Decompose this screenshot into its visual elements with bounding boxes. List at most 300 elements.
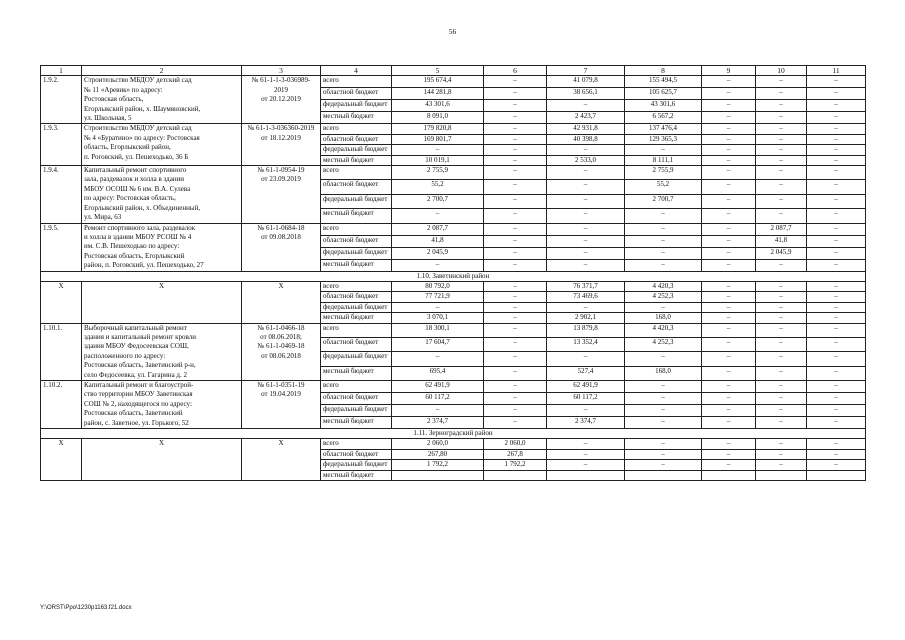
funding-source-label: областной бюджет [321,180,392,194]
amount-cell: – [702,323,756,337]
amount-cell: – [807,155,866,165]
amount-cell: – [625,352,702,366]
amount-cell: – [807,259,866,271]
amount-cell: – [702,124,756,134]
amount-cell: 41,8 [392,235,484,247]
amount-cell: – [392,302,484,312]
column-header: 10 [756,66,807,76]
entry-number: 1.10.1. [41,323,82,380]
amount-cell: 2 700,7 [625,194,702,208]
amount-cell: – [807,100,866,112]
amount-cell: – [702,259,756,271]
amount-cell: – [547,194,625,208]
amount-cell: 60 117,2 [392,393,484,405]
amount-cell: 4 420,3 [625,281,702,291]
object-name-line: ул. Мира, 63 [84,213,122,222]
amount-cell: 43 301,6 [392,100,484,112]
amount-cell: – [807,124,866,134]
amount-cell: – [807,449,866,459]
amount-cell: – [807,112,866,124]
object-name-line: расположенного по адресу: [84,351,166,360]
object-name [82,223,242,271]
amount-cell: – [547,352,625,366]
amount-cell: 2 423,7 [547,112,625,124]
column-header: 6 [484,66,547,76]
funding-source-label: областной бюджет [321,235,392,247]
funding-source-label: федеральный бюджет [321,194,392,208]
amount-cell: – [756,112,807,124]
amount-cell: 2 045,9 [756,247,807,259]
amount-cell: – [702,112,756,124]
amount-cell: – [702,405,756,417]
funding-source-label: федеральный бюджет [321,352,392,366]
amount-cell: – [756,281,807,291]
amount-cell: 8 111,1 [625,155,702,165]
amount-cell: 2 374,7 [547,417,625,429]
amount-cell: 168,0 [625,366,702,380]
section-title: 1.10. Заветинский район [41,271,866,281]
amount-cell: – [702,155,756,165]
column-header: 8 [625,66,702,76]
amount-cell: – [807,180,866,194]
object-name-line: Строительство МБДОУ детский сад [84,124,192,133]
object-name-line: СОШ № 2, находящегося по адресу: [84,399,192,408]
funding-source-label: местный бюджет [321,259,392,271]
amount-cell: – [756,134,807,144]
column-header: 2 [82,66,242,76]
amount-cell: 155 494,5 [625,76,702,88]
amount-cell: – [807,235,866,247]
object-name-line: зала, раздевалок и холла в здании [84,175,185,184]
amount-cell: – [756,292,807,302]
amount-cell: – [756,366,807,380]
expertise-document-line: от 08.06.2018 [261,351,301,360]
funding-source-label: областной бюджет [321,292,392,302]
object-name-line: X [158,281,165,290]
amount-cell: – [756,313,807,323]
funding-source-label: всего [321,124,392,134]
table-row [41,166,866,180]
page-number: 56 [448,27,457,36]
amount-cell [547,470,625,480]
amount-cell: 129 365,3 [625,134,702,144]
object-name-line: ство территории МБОУ Заветинская [84,390,193,399]
amount-cell: – [702,223,756,235]
amount-cell: – [484,381,547,393]
expertise-document-line: от 08.06.2018; [260,332,302,341]
amount-cell: – [625,460,702,470]
amount-cell [807,470,866,480]
expertise-document [242,323,321,380]
funding-source-label: местный бюджет [321,313,392,323]
amount-cell: – [807,88,866,100]
amount-cell: – [756,381,807,393]
amount-cell: – [625,247,702,259]
amount-cell: – [807,337,866,351]
amount-cell: – [484,259,547,271]
amount-cell: – [484,323,547,337]
amount-cell: – [484,100,547,112]
funding-source-label: федеральный бюджет [321,460,392,470]
amount-cell: – [807,247,866,259]
amount-cell: 8 091,0 [392,112,484,124]
amount-cell: – [807,302,866,312]
amount-cell: – [547,209,625,223]
amount-cell: 41,8 [756,235,807,247]
amount-cell: 73 469,6 [547,292,625,302]
amount-cell: – [756,337,807,351]
amount-cell: – [547,460,625,470]
object-name-line: район, с. Заветное, ул. Горького, 52 [84,418,189,427]
amount-cell: – [547,100,625,112]
expertise-document-line: от 09.08.2018 [261,232,301,241]
funding-source-label: федеральный бюджет [321,145,392,155]
amount-cell: 62 491,9 [547,381,625,393]
column-header: 5 [392,66,484,76]
expertise-document [242,281,321,323]
amount-cell: – [807,366,866,380]
amount-cell: 2 060,0 [392,439,484,449]
expertise-document [242,381,321,429]
expertise-document [242,124,321,166]
amount-cell: – [807,209,866,223]
expertise-document-line: X [278,439,284,448]
amount-cell: – [625,393,702,405]
amount-cell: – [807,134,866,144]
amount-cell: – [484,166,547,180]
amount-cell: – [625,209,702,223]
amount-cell [392,470,484,480]
column-header: 3 [242,66,321,76]
amount-cell: 80 792,0 [392,281,484,291]
expertise-document-line: от 18.12.2019 [261,133,301,142]
section-header-row [41,271,866,281]
object-name-line: Ростовская область, Заветинский [84,409,183,418]
amount-cell: – [484,405,547,417]
amount-cell: – [547,235,625,247]
amount-cell: – [484,302,547,312]
amount-cell: 144 281,8 [392,88,484,100]
amount-cell: – [807,292,866,302]
object-name [82,381,242,429]
object-name-line: МБОУ ОСОШ № 6 им. В.А. Сулева [84,184,191,193]
object-name [82,76,242,124]
expertise-document-line: от 20.12.2019 [261,95,301,104]
amount-cell: – [702,166,756,180]
amount-cell: – [484,134,547,144]
entry-number: X [41,281,82,323]
amount-cell: 62 491,9 [392,381,484,393]
table-row [41,76,866,88]
amount-cell: – [625,381,702,393]
amount-cell [625,470,702,480]
expertise-document-line: 2019 [274,85,288,94]
object-name [82,124,242,166]
amount-cell: – [484,124,547,134]
amount-cell: – [756,166,807,180]
amount-cell: – [756,449,807,459]
column-header: 7 [547,66,625,76]
amount-cell: – [484,417,547,429]
expertise-document-line: № 61-1-0351-19 [257,381,305,389]
amount-cell: – [484,209,547,223]
amount-cell: – [702,145,756,155]
amount-cell: – [807,381,866,393]
funding-source-label: областной бюджет [321,134,392,144]
amount-cell: – [484,145,547,155]
amount-cell: 2 755,9 [392,166,484,180]
amount-cell: – [392,145,484,155]
expertise-document-line: № 61-1-1-3-036989- [251,76,311,85]
amount-cell: 43 301,6 [625,100,702,112]
expertise-document-line: № 61-1-0466-18 [257,323,305,332]
amount-cell: 2 902,1 [547,313,625,323]
funding-source-label: местный бюджет [321,155,392,165]
entry-number: X [41,439,82,481]
amount-cell: – [756,180,807,194]
column-header: 1 [41,66,82,76]
amount-cell: 1 792,2 [484,460,547,470]
expertise-document-line: X [278,281,284,290]
amount-cell: 4 420,3 [625,323,702,337]
object-name-line: по адресу: Ростовская область, [84,194,176,203]
amount-cell: – [702,439,756,449]
amount-cell: – [625,439,702,449]
expertise-document [242,76,321,124]
amount-cell: 10 019,1 [392,155,484,165]
expertise-document-line: № 61-1-3-036360-2019 [247,124,315,133]
amount-cell: – [547,405,625,417]
amount-cell: – [702,209,756,223]
expertise-document-line: № 61-1-0469-18 [257,342,305,351]
funding-source-label: всего [321,76,392,88]
object-name-line: Егорлыкский район, х. Объединенный, [84,203,201,212]
amount-cell: – [702,292,756,302]
amount-cell: 13 352,4 [547,337,625,351]
amount-cell: 4 252,3 [625,337,702,351]
amount-cell: 17 604,7 [392,337,484,351]
amount-cell: 2 087,7 [756,223,807,235]
funding-source-label: федеральный бюджет [321,100,392,112]
object-name-line: Ростовская область, [84,95,144,104]
object-name [82,281,242,323]
amount-cell: 41 079,8 [547,76,625,88]
amount-cell: – [484,88,547,100]
table-row [41,223,866,235]
amount-cell: – [547,449,625,459]
object-name-line: Ростовская область, Егорлыкский [84,251,185,260]
funding-source-label: областной бюджет [321,88,392,100]
object-name-line: ул. Школьная, 5 [84,114,132,123]
object-name-line: Капитальный ремонт спортивного [84,166,187,175]
amount-cell: – [702,393,756,405]
amount-cell: 267,80 [392,449,484,459]
funding-source-label: областной бюджет [321,393,392,405]
funding-source-label: всего [321,381,392,393]
amount-cell: 42 931,8 [547,124,625,134]
amount-cell: 55,2 [625,180,702,194]
amount-cell: – [702,76,756,88]
amount-cell: – [392,209,484,223]
funding-source-label: федеральный бюджет [321,405,392,417]
amount-cell: 2 755,9 [625,166,702,180]
amount-cell: – [484,366,547,380]
amount-cell: – [484,180,547,194]
amount-cell: – [702,337,756,351]
funding-source-label: местный бюджет [321,417,392,429]
column-header: 9 [702,66,756,76]
object-name-line: Егорлыкский район, х. Шаумяновский, [84,104,201,113]
expertise-document-line: от 19.04.2019 [261,390,301,399]
expertise-document-line: от 23.09.2019 [261,175,301,184]
amount-cell: – [807,76,866,88]
amount-cell: 2 087,7 [392,223,484,235]
table-row [41,439,866,449]
amount-cell: – [756,194,807,208]
funding-source-label: местный бюджет [321,366,392,380]
amount-cell: – [484,337,547,351]
amount-cell: – [756,155,807,165]
amount-cell: – [807,460,866,470]
amount-cell: 60 117,2 [547,393,625,405]
column-header: 4 [321,66,392,76]
amount-cell: – [625,417,702,429]
amount-cell: – [484,155,547,165]
amount-cell: – [702,313,756,323]
object-name-line: и холла в здании МБОУ РСОШ № 4 [84,232,192,241]
file-path-footer: Y:\ORST\Ppo\1230p1163.f21.docx [40,605,132,611]
funding-source-label: федеральный бюджет [321,302,392,312]
column-header: 11 [807,66,866,76]
amount-cell: 6 567,2 [625,112,702,124]
object-name-line: № 11 «Аревик» по адресу: [84,85,163,94]
amount-cell: – [392,405,484,417]
amount-cell: – [702,235,756,247]
amount-cell: – [807,194,866,208]
amount-cell: 695,4 [392,366,484,380]
amount-cell: 2 700,7 [392,194,484,208]
amount-cell: – [547,259,625,271]
amount-cell: – [547,166,625,180]
amount-cell: – [625,223,702,235]
amount-cell: – [807,417,866,429]
amount-cell: – [484,393,547,405]
amount-cell: 105 625,7 [625,88,702,100]
object-name-line: здания и капитальный ремонт кровли [84,332,196,341]
amount-cell: – [547,302,625,312]
funding-source-label: областной бюджет [321,337,392,351]
amount-cell: – [807,166,866,180]
entry-number: 1.9.2. [41,76,82,124]
amount-cell: – [484,247,547,259]
amount-cell: – [756,302,807,312]
amount-cell: – [484,235,547,247]
amount-cell: – [807,393,866,405]
amount-cell: – [484,292,547,302]
table-row [41,323,866,337]
amount-cell: – [807,352,866,366]
amount-cell: – [756,145,807,155]
entry-number: 1.9.5. [41,223,82,271]
amount-cell: – [756,352,807,366]
amount-cell: – [756,259,807,271]
amount-cell [702,470,756,480]
table-row [41,281,866,291]
amount-cell: – [807,281,866,291]
amount-cell: – [756,323,807,337]
amount-cell: – [756,417,807,429]
amount-cell: – [702,449,756,459]
amount-cell: 267,8 [484,449,547,459]
amount-cell: – [702,381,756,393]
object-name-line: п. Роговский, ул. Пешеходько, 36 Б [84,152,189,161]
expertise-document [242,166,321,223]
object-name-line: № 4 «Буратино» по адресу: Ростовская [84,133,200,142]
amount-cell: – [807,405,866,417]
amount-cell: – [547,439,625,449]
amount-cell [484,470,547,480]
amount-cell: – [392,352,484,366]
table-row [41,124,866,134]
amount-cell: – [807,223,866,235]
amount-cell: 195 674,4 [392,76,484,88]
section-header-row [41,429,866,439]
amount-cell: 55,2 [392,180,484,194]
amount-cell: 38 656,1 [547,88,625,100]
amount-cell: – [625,145,702,155]
table-row [41,381,866,393]
amount-cell: – [484,223,547,235]
amount-cell: – [702,366,756,380]
funding-source-label: всего [321,223,392,235]
amount-cell: – [484,313,547,323]
object-name-line: здания МБОУ Федосеевская СОШ, [84,342,189,351]
amount-cell: 40 398,8 [547,134,625,144]
expertise-document-line: № 61-1-0954-19 [257,166,305,175]
funding-source-label: местный бюджет [321,209,392,223]
object-name-line: область, Егорлыкский район, [84,143,171,152]
amount-cell: – [756,393,807,405]
funding-source-label: всего [321,281,392,291]
amount-cell: – [484,76,547,88]
object-name [82,439,242,481]
object-name [82,166,242,223]
amount-cell: – [756,460,807,470]
amount-cell: – [484,352,547,366]
funding-source-label: всего [321,323,392,337]
amount-cell: – [625,405,702,417]
expertise-document [242,223,321,271]
amount-cell: – [702,302,756,312]
funding-source-label: федеральный бюджет [321,247,392,259]
amount-cell: – [547,145,625,155]
amount-cell: – [702,100,756,112]
amount-cell: 2 060,0 [484,439,547,449]
amount-cell: – [807,145,866,155]
budget-table [40,65,866,481]
object-name-line: село Федосеевка, ул. Гагарина д. 2 [84,370,187,379]
amount-cell: – [756,439,807,449]
amount-cell: – [702,134,756,144]
entry-number: 1.9.4. [41,166,82,223]
amount-cell: – [756,100,807,112]
object-name-line: Строительство МБДОУ детский сад [84,76,192,85]
amount-cell: – [484,194,547,208]
entry-number: 1.10.2. [41,381,82,429]
amount-cell: – [625,449,702,459]
amount-cell: 18 300,1 [392,323,484,337]
amount-cell: – [484,112,547,124]
